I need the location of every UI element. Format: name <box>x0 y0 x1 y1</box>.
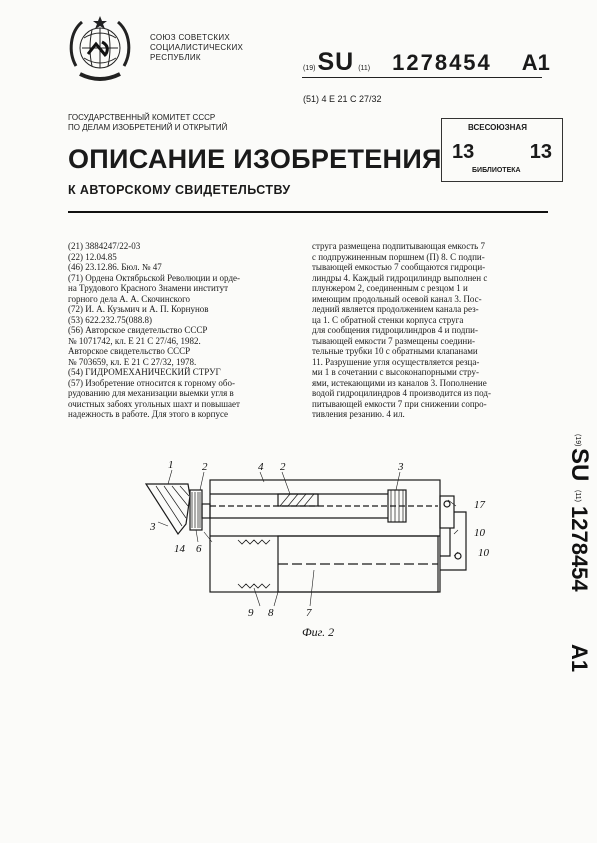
figure-label: 2 <box>202 461 208 473</box>
flange-hatch <box>192 492 200 528</box>
vertical-country: SU <box>566 448 593 482</box>
text-line: питывающей емкости 7 при снижении сопро- <box>312 398 487 409</box>
code-11: (11) <box>358 65 371 72</box>
text-line: (54) ГИДРОМЕХАНИЧЕСКИЙ СТРУГ <box>68 367 221 377</box>
figure-label: 4 <box>258 461 264 473</box>
committee-line: ПО ДЕЛАМ ИЗОБРЕТЕНИЙ И ОТКРЫТИЙ <box>68 123 228 132</box>
stamp-bottom: БИБЛИОТЕКА <box>472 167 521 174</box>
figure-label: 3 <box>398 461 404 473</box>
text-line: (57) Изобретение относится к горному обо- <box>68 377 235 388</box>
text-line: № 703659, кл. Е 21 С 27/32, 1978. <box>68 356 197 367</box>
figure-label: 2 <box>280 461 286 473</box>
stamp-line: ВСЕСОЮЗНАЯ <box>468 123 527 132</box>
vertical-patent-code <box>548 430 593 690</box>
text-line: (21) 3884247/22-03 <box>68 241 141 251</box>
piston-hatch <box>280 494 314 506</box>
text-line: ми 1 в сочетании с высоконапорными стру- <box>312 367 480 377</box>
code-19: (19) <box>303 65 316 72</box>
text-line: ями, истекающими из каналов 3. Пополнение <box>312 377 487 388</box>
vertical-code-19: (19) <box>574 434 581 447</box>
text-line: горного дела А. А. Скочинского <box>68 293 191 304</box>
text-line: тельные трубки 10 с обратными клапанами <box>312 346 478 356</box>
vertical-patent-number: 1278454 <box>567 506 592 592</box>
figure-label: 17 <box>474 499 485 511</box>
tube-line <box>440 528 450 556</box>
text-line: Авторское свидетельство СССР <box>68 346 191 356</box>
figure-caption: Фиг. 2 <box>302 625 335 639</box>
figure-label: 14 <box>174 543 185 555</box>
left-column <box>68 241 300 420</box>
stamp-right-number: 13 <box>529 141 552 163</box>
figure-label: 6 <box>196 543 202 555</box>
technical-drawing <box>138 460 498 640</box>
text-line: (72) И. А. Кузьмич и А. П. Корнунов <box>68 304 209 314</box>
union-line: РЕСПУБЛИК <box>150 53 201 62</box>
figure-label: 3 <box>150 521 156 533</box>
text-line: линдры 4. Каждый гидроцилиндр выполнен с <box>312 272 488 283</box>
valve-circle <box>444 501 450 507</box>
text-line: (56) Авторское свидетельство СССР <box>68 325 208 335</box>
tube-line <box>440 512 466 570</box>
text-line: водой гидроцилиндров 4 производится из под- <box>312 388 491 398</box>
committee-line: ГОСУДАРСТВЕННЫЙ КОМИТЕТ СССР <box>68 113 216 122</box>
title-rule <box>68 211 548 213</box>
figure-label: 7 <box>306 607 312 619</box>
text-line: на Трудового Красного Знамени институт <box>68 283 229 293</box>
text-line: надежность в работе. Для этого в корпусе <box>68 409 229 419</box>
country-code: SU <box>317 48 355 76</box>
text-line: тывающей емкости 7 размещены соедини- <box>312 335 476 346</box>
document-title: ОПИСАНИЕ ИЗОБРЕТЕНИЯ <box>68 144 442 174</box>
stamp-left-number: 13 <box>452 141 475 163</box>
header-rule <box>302 77 542 78</box>
text-line: рудованию для механизации выемки угля в <box>68 388 234 398</box>
text-line: (46) 23.12.86. Бюл. № 47 <box>68 262 162 272</box>
text-line: ледний является продолжением канала рез- <box>312 304 479 314</box>
figure-label: 1 <box>168 459 174 471</box>
leader-line <box>158 470 458 606</box>
figure-label: 8 <box>268 607 274 619</box>
plunger-shape <box>202 504 210 518</box>
spring-shape <box>238 540 270 544</box>
union-line: СОЮЗ СОВЕТСКИХ <box>150 33 231 42</box>
patent-number: 1278454 <box>392 50 492 75</box>
cutter-hatch <box>156 486 189 526</box>
right-column <box>312 241 548 420</box>
union-name <box>150 33 243 63</box>
kind-code: A1 <box>521 50 550 75</box>
spring-shape <box>238 584 270 588</box>
text-line: очистных забоях угольных шахт и повышает <box>68 398 240 409</box>
text-line: (71) Ордена Октябрьской Революции и орде- <box>68 272 241 283</box>
text-line: (22) 12.04.85 <box>68 251 117 262</box>
patent-code-line <box>303 48 550 77</box>
figure-label: 9 <box>248 607 254 619</box>
figure-label: 10 <box>478 547 489 559</box>
text-line: плунжером 2, соединенным с резцом 1 и <box>312 283 468 293</box>
text-line: струга размещена подпитывающая емкость 7 <box>312 241 485 251</box>
text-line: № 1071742, кл. Е 21 С 27/46, 1982. <box>68 335 201 346</box>
ussr-emblem-icon <box>62 14 138 86</box>
piston-block <box>278 494 318 506</box>
text-line: имеющим продольный осевой канал 3. Пос- <box>312 293 482 304</box>
text-line: тивления резанию. 4 ил. <box>312 409 405 419</box>
vertical-code-11: (11) <box>574 490 581 502</box>
library-stamp <box>441 118 563 182</box>
text-line: тывающей емкостью 7 сообщаются гидроци- <box>312 262 486 272</box>
vertical-kind: A1 <box>567 644 592 673</box>
figure-label: 10 <box>474 527 485 539</box>
union-line: СОЦИАЛИСТИЧЕСКИХ <box>150 43 244 52</box>
text-line: ца 1. С обратной стенки корпуса струга <box>312 314 464 325</box>
document-subtitle: К АВТОРСКОМУ СВИДЕТЕЛЬСТВУ <box>68 183 291 197</box>
ipc-classification: (51) 4 Е 21 С 27/32 <box>303 94 382 104</box>
text-line: 11. Разрушение угля осуществляется резца- <box>312 356 480 367</box>
committee-name <box>68 113 227 133</box>
text-line: для сообщения гидроцилиндров 4 и подпи- <box>312 325 478 335</box>
text-line: (53) 622.232.75(088.8) <box>68 314 152 325</box>
text-line: с подпружиненным поршнем (П) 8. С подпи- <box>312 251 485 262</box>
